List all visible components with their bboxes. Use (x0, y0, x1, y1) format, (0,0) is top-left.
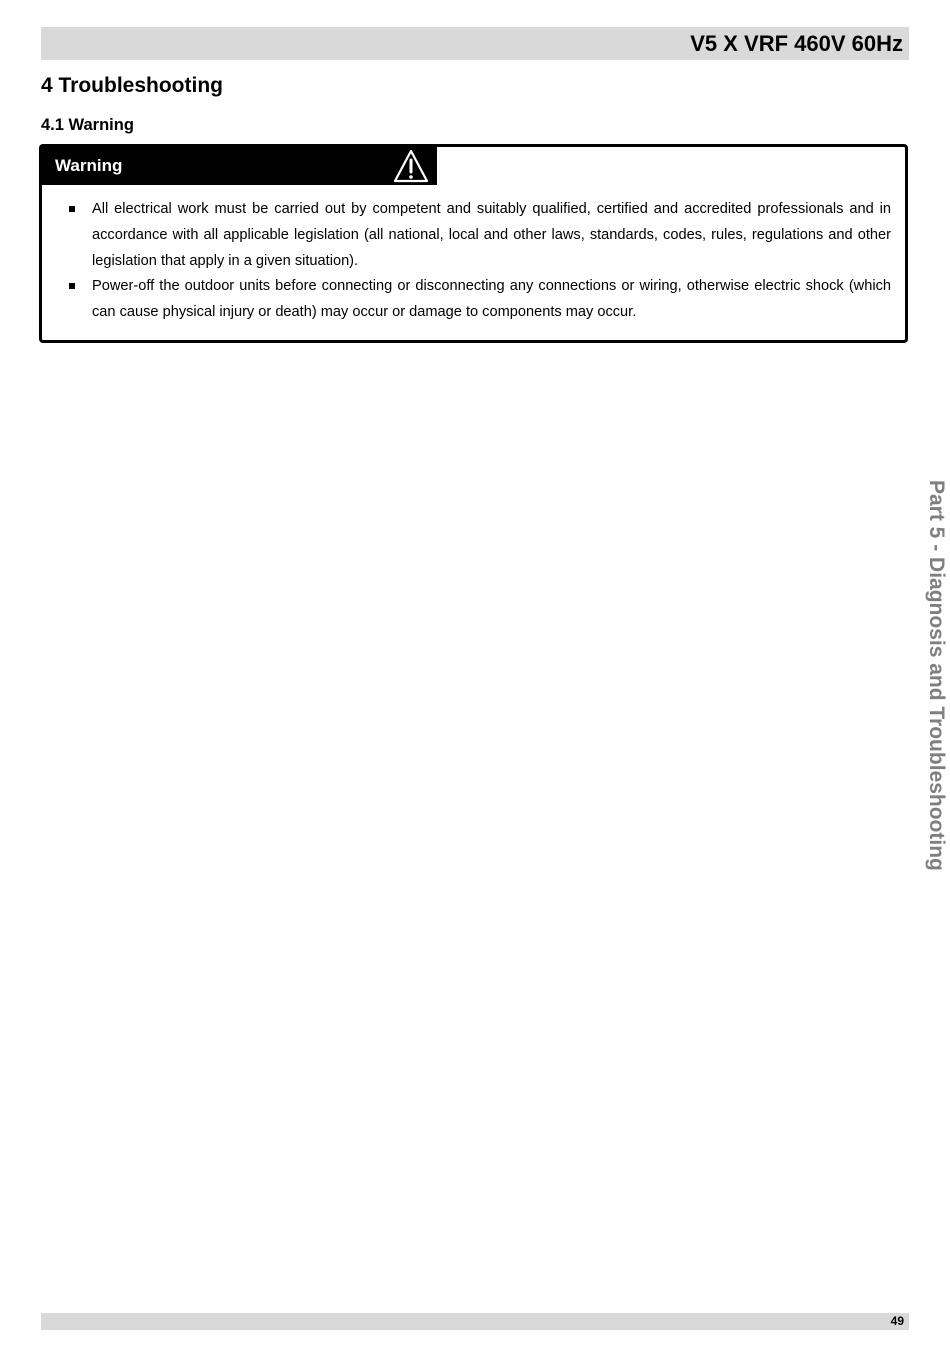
bullet-icon (69, 283, 75, 289)
footer-bar (41, 1313, 909, 1330)
header-bar (41, 27, 909, 60)
warning-item-text: All electrical work must be carried out by competent and suitably qualified, certified and accredited professionals and in accordance with all applicable legislation (all national, local and other laws, standards, codes, rules, regulations and other legislation that apply in a given situation). (92, 201, 891, 269)
subsection-heading: 4.1 Warning (41, 116, 134, 134)
warning-label: Warning (55, 156, 123, 175)
warning-item (65, 197, 891, 274)
page-number: 49 (890, 1314, 904, 1328)
warning-item-text: Power-off the outdoor units before connecting or disconnecting any connections or wiring, otherwise electric shock (which can cause physical injury or death) may occur or damage to components may occur. (92, 278, 891, 321)
warning-box (39, 144, 908, 343)
warning-triangle-icon (393, 149, 429, 183)
side-tab-label: Part 5 - Diagnosis and Troubleshooting (925, 480, 948, 871)
document-title: V5 X VRF 460V 60Hz (690, 31, 903, 56)
warning-list (65, 197, 891, 326)
bullet-icon (69, 206, 75, 212)
warning-item (65, 274, 891, 326)
warning-header (42, 147, 437, 185)
section-heading: 4 Troubleshooting (41, 74, 223, 97)
